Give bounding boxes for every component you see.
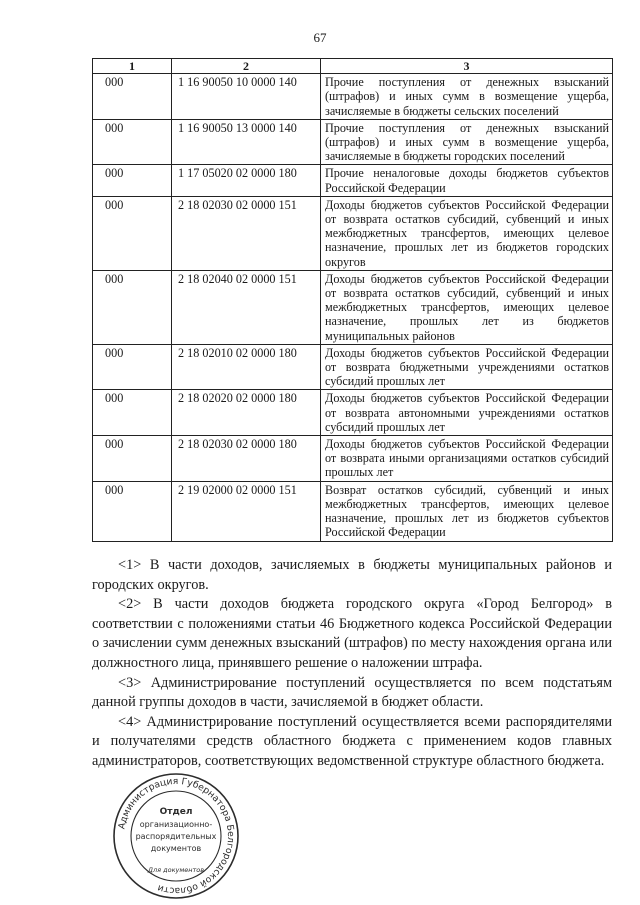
revenue-name-cell: Доходы бюджетов субъектов Российской Федерации от возврата остатков субсидий, субвенций и иных межбюджетных трансфертов, имеющих целевое назначение, прошлых лет из бюджетов городских округов: [321, 196, 613, 270]
budget-code-cell: 2 18 02010 02 0000 180: [172, 344, 321, 390]
revenue-name-cell: Возврат остатков субсидий, субвенций и иных межбюджетных трансфертов, имеющих целевое назначение, прошлых лет из бюджетов субъектов Российской Федерации: [321, 481, 613, 541]
admin-code-cell: 000: [93, 390, 172, 436]
footnote-3: <3> Администрирование поступлений осуществляется по всем подстатьям данной группы доходов в части, зачисляемой в бюджет области.: [92, 674, 612, 711]
table-row: [93, 196, 613, 270]
official-stamp: [112, 772, 240, 900]
table-row: [93, 74, 613, 120]
revenue-name-cell: Прочие поступления от денежных взысканий (штрафов) и иных сумм в возмещение ущерба, зачисляемые в бюджеты сельских поселений: [321, 74, 613, 120]
admin-code-cell: 000: [93, 436, 172, 482]
stamp-ring-text: Администрация Губернатора Белгородской области: [116, 775, 237, 897]
table-header-row: [93, 59, 613, 74]
admin-code-cell: 000: [93, 119, 172, 165]
table-row: [93, 270, 613, 344]
stamp-center-line-3: распорядительных: [135, 832, 217, 841]
table-row: [93, 436, 613, 482]
header-col-3: 3: [321, 59, 613, 74]
stamp-bottom-text: Для документов: [147, 866, 205, 874]
header-col-2: 2: [172, 59, 321, 74]
revenue-name-cell: Прочие неналоговые доходы бюджетов субъектов Российской Федерации: [321, 165, 613, 196]
budget-code-cell: 1 17 05020 02 0000 180: [172, 165, 321, 196]
stamp-center-line-4: документов: [150, 844, 202, 853]
admin-code-cell: 000: [93, 481, 172, 541]
admin-code-cell: 000: [93, 74, 172, 120]
table-row: [93, 344, 613, 390]
admin-code-cell: 000: [93, 165, 172, 196]
budget-code-cell: 2 19 02000 02 0000 151: [172, 481, 321, 541]
revenue-name-cell: Прочие поступления от денежных взысканий (штрафов) и иных сумм в возмещение ущерба, зачисляемые в бюджеты городских поселений: [321, 119, 613, 165]
admin-code-cell: 000: [93, 196, 172, 270]
budget-code-cell: 2 18 02030 02 0000 151: [172, 196, 321, 270]
stamp-center-line-2: организационно-: [139, 820, 213, 829]
budget-code-cell: 2 18 02020 02 0000 180: [172, 390, 321, 436]
page-number: 67: [313, 30, 327, 45]
revenue-name-cell: Доходы бюджетов субъектов Российской Федерации от возврата автономными учреждениями остатков субсидий прошлых лет: [321, 390, 613, 436]
budget-code-cell: 2 18 02040 02 0000 151: [172, 270, 321, 344]
revenue-name-cell: Доходы бюджетов субъектов Российской Федерации от возврата остатков субсидий, субвенций и иных межбюджетных трансфертов, имеющих целевое назначение, прошлых лет из бюджетов муниципальных районов: [321, 270, 613, 344]
footnote-4: <4> Администрирование поступлений осуществляется всеми распорядителями и получателями средств областного бюджета с применением кодов главных администраторов, соответствующих ведомственной структуре областного бюджета.: [92, 713, 612, 769]
revenue-codes-table: [92, 58, 613, 542]
footnote-1: <1> В части доходов, зачисляемых в бюджеты муниципальных районов и городских округов.: [92, 557, 612, 593]
table-row: [93, 119, 613, 165]
table-row: [93, 390, 613, 436]
header-col-1: 1: [93, 59, 172, 74]
revenue-name-cell: Доходы бюджетов субъектов Российской Федерации от возврата бюджетными учреждениями остатков субсидий прошлых лет: [321, 344, 613, 390]
budget-code-cell: 1 16 90050 13 0000 140: [172, 119, 321, 165]
revenue-name-cell: Доходы бюджетов субъектов Российской Федерации от возврата иными организациями остатков субсидий прошлых лет: [321, 436, 613, 482]
admin-code-cell: 000: [93, 270, 172, 344]
stamp-center-line-1: Отдел: [159, 807, 193, 817]
footnotes: [92, 556, 612, 772]
table-row: [93, 165, 613, 196]
table-row: [93, 481, 613, 541]
admin-code-cell: 000: [93, 344, 172, 390]
footnote-2: <2> В части доходов бюджета городского округа «Город Белгород» в соответствии с положениями статьи 46 Бюджетного кодекса Российской Федерации о зачислении сумм денежных взысканий (штрафов) по месту нахождения органа или должностного лица, принявшего решение о наложении штрафа.: [92, 596, 612, 671]
budget-code-cell: 2 18 02030 02 0000 180: [172, 436, 321, 482]
budget-code-cell: 1 16 90050 10 0000 140: [172, 74, 321, 120]
